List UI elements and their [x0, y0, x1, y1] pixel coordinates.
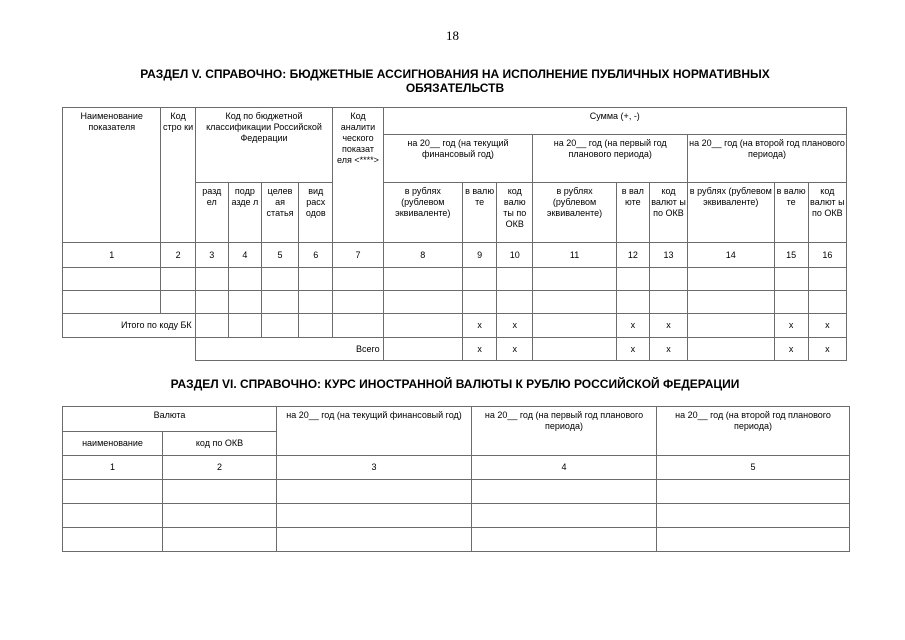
col-number: 14	[688, 243, 774, 268]
empty-cell	[261, 268, 298, 291]
empty-cell	[383, 291, 462, 314]
empty-cell	[299, 291, 333, 314]
empty-cell	[533, 338, 616, 361]
empty-cell	[688, 268, 774, 291]
header-sum: Сумма (+, -)	[383, 108, 846, 135]
empty-cell	[261, 291, 298, 314]
table-row	[63, 504, 850, 528]
empty-cell	[299, 268, 333, 291]
x-mark: x	[649, 314, 687, 338]
col-number: 1	[63, 243, 161, 268]
header-year-plan2: на 20__ год (на второй год планового периода)	[657, 407, 850, 456]
empty-cell	[63, 528, 163, 552]
header-rub-3: в рублях (рублевом эквиваленте)	[688, 183, 774, 243]
table-row	[63, 480, 850, 504]
header-expense-type: вид расх одов	[299, 183, 333, 243]
empty-cell	[383, 314, 462, 338]
header-cur-2: в вал юте	[616, 183, 649, 243]
header-cur-3: в валю те	[774, 183, 808, 243]
col-number: 8	[383, 243, 462, 268]
header-okv-1: код валю ты по ОКВ	[497, 183, 533, 243]
empty-cell	[657, 528, 850, 552]
page-number: 18	[446, 28, 459, 43]
col-number: 3	[277, 456, 472, 480]
header-okv-3: код валют ы по ОКВ	[808, 183, 846, 243]
header-year-plan1: на 20__ год (на первый год планового периода)	[533, 135, 688, 183]
col-number: 1	[63, 456, 163, 480]
x-mark: x	[463, 314, 497, 338]
empty-cell	[497, 291, 533, 314]
header-year-plan1: на 20__ год (на первый год планового периода)	[472, 407, 657, 456]
x-mark: x	[808, 314, 846, 338]
x-mark: x	[774, 338, 808, 361]
empty-cell	[161, 268, 195, 291]
empty-cell	[195, 268, 228, 291]
empty-cell	[277, 504, 472, 528]
empty-cell	[657, 504, 850, 528]
table-row	[63, 291, 847, 314]
empty-cell	[277, 480, 472, 504]
header-podrazdel: подр азде л	[228, 183, 261, 243]
x-mark: x	[463, 338, 497, 361]
empty-cell	[808, 268, 846, 291]
empty-cell	[163, 504, 277, 528]
empty-cell	[333, 314, 383, 338]
section-5-title-line1: РАЗДЕЛ V. СПРАВОЧНО: БЮДЖЕТНЫЕ АССИГНОВАНИЯ НА ИСПОЛНЕНИЕ ПУБЛИЧНЫХ НОРМАТИВНЫХ	[140, 67, 770, 81]
empty-cell	[228, 268, 261, 291]
empty-cell	[228, 291, 261, 314]
header-year-current: на 20__ год (на текущий финансовый год)	[277, 407, 472, 456]
empty-cell	[463, 291, 497, 314]
header-year-plan2: на 20__ год (на второй год планового периода)	[688, 135, 847, 183]
empty-cell	[533, 291, 616, 314]
empty-cell	[63, 291, 161, 314]
header-rub-1: в рублях (рублевом эквиваленте)	[383, 183, 462, 243]
header-row-code: Код стро ки	[161, 108, 195, 243]
empty-cell	[774, 291, 808, 314]
section-5-title-line2: ОБЯЗАТЕЛЬСТВ	[405, 81, 505, 95]
section-5-table	[62, 107, 847, 361]
empty-cell	[533, 314, 616, 338]
header-target-article: целев ая статья	[261, 183, 298, 243]
empty-cell	[228, 314, 261, 338]
empty-cell	[333, 291, 383, 314]
empty-cell	[688, 338, 774, 361]
itogo-row	[63, 314, 847, 338]
empty-cell	[688, 291, 774, 314]
col-number: 2	[163, 456, 277, 480]
x-mark: x	[497, 314, 533, 338]
vsego-label: Всего	[195, 338, 383, 361]
header-okv-2: код валют ы по ОКВ	[649, 183, 687, 243]
empty-cell	[383, 338, 462, 361]
header-okv-code: код по ОКВ	[163, 432, 277, 456]
section-6-title: РАЗДЕЛ VI. СПРАВОЧНО: КУРС ИНОСТРАННОЙ ВАЛЮТЫ К РУБЛЮ РОССИЙСКОЙ ФЕДЕРАЦИИ	[170, 377, 740, 391]
col-number: 2	[161, 243, 195, 268]
empty-cell	[195, 291, 228, 314]
empty-cell	[161, 291, 195, 314]
table-row	[63, 268, 847, 291]
empty-cell	[808, 291, 846, 314]
empty-cell	[688, 314, 774, 338]
col-number: 12	[616, 243, 649, 268]
x-mark: x	[616, 314, 649, 338]
empty-cell	[195, 314, 228, 338]
header-year-current: на 20__ год (на текущий финансовый год)	[383, 135, 533, 183]
empty-cell	[463, 268, 497, 291]
x-mark: x	[616, 338, 649, 361]
empty-cell	[277, 528, 472, 552]
empty-cell	[333, 268, 383, 291]
empty-cell	[616, 268, 649, 291]
blank-area	[63, 338, 196, 361]
col-number: 16	[808, 243, 846, 268]
x-mark: x	[808, 338, 846, 361]
col-number: 6	[299, 243, 333, 268]
empty-cell	[497, 268, 533, 291]
col-number: 5	[261, 243, 298, 268]
header-currency-name: наименование	[63, 432, 163, 456]
header-analytic-code: Код аналити ческого показат еля <****>	[333, 108, 383, 243]
header-bk-code: Код по бюджетной классификации Российской Федерации	[195, 108, 333, 183]
empty-cell	[163, 480, 277, 504]
col-number: 10	[497, 243, 533, 268]
col-number: 13	[649, 243, 687, 268]
empty-cell	[649, 268, 687, 291]
col-number: 3	[195, 243, 228, 268]
empty-cell	[299, 314, 333, 338]
col-number: 9	[463, 243, 497, 268]
empty-cell	[63, 480, 163, 504]
header-razdel: разд ел	[195, 183, 228, 243]
vsego-row	[63, 338, 847, 361]
section-5-title	[60, 67, 850, 95]
column-number-row	[63, 243, 847, 268]
col-number: 7	[333, 243, 383, 268]
empty-cell	[63, 268, 161, 291]
empty-cell	[649, 291, 687, 314]
header-name: Наименование показателя	[63, 108, 161, 243]
empty-cell	[261, 314, 298, 338]
x-mark: x	[774, 314, 808, 338]
col-number: 4	[472, 456, 657, 480]
column-number-row	[63, 456, 850, 480]
table-row	[63, 528, 850, 552]
x-mark: x	[649, 338, 687, 361]
itogo-label: Итого по коду БК	[63, 314, 196, 338]
col-number: 15	[774, 243, 808, 268]
empty-cell	[472, 480, 657, 504]
empty-cell	[616, 291, 649, 314]
col-number: 5	[657, 456, 850, 480]
col-number: 11	[533, 243, 616, 268]
x-mark: x	[497, 338, 533, 361]
empty-cell	[163, 528, 277, 552]
section-6-table	[62, 406, 850, 552]
empty-cell	[383, 268, 462, 291]
header-rub-2: в рублях (рублевом эквиваленте)	[533, 183, 616, 243]
empty-cell	[63, 504, 163, 528]
empty-cell	[472, 504, 657, 528]
empty-cell	[472, 528, 657, 552]
header-currency: Валюта	[63, 407, 277, 432]
empty-cell	[657, 480, 850, 504]
empty-cell	[533, 268, 616, 291]
empty-cell	[774, 268, 808, 291]
col-number: 4	[228, 243, 261, 268]
header-cur-1: в валю те	[463, 183, 497, 243]
